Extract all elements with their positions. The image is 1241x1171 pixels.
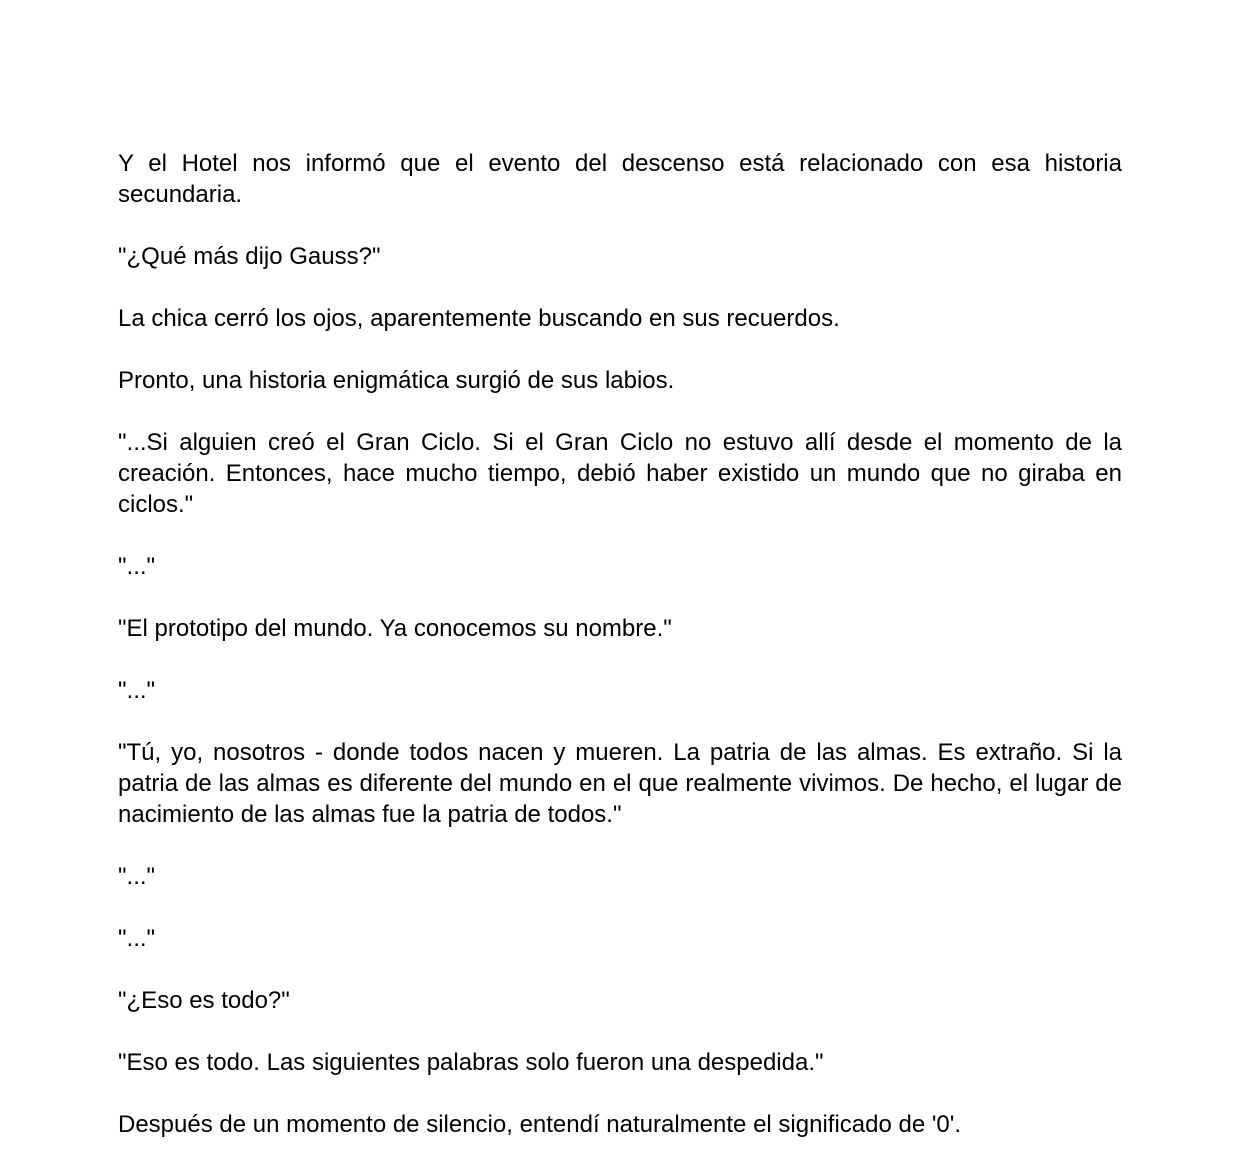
paragraph-2: "¿Qué más dijo Gauss?": [118, 243, 381, 270]
paragraph-7: "El prototipo del mundo. Ya conocemos su nombre.": [118, 615, 672, 642]
paragraph-4: Pronto, una historia enigmática surgió de sus labios.: [118, 367, 675, 394]
paragraph-12: "¿Eso es todo?": [118, 987, 290, 1014]
paragraph-8: "...": [118, 677, 156, 704]
document-page: [118, 148, 1122, 1171]
paragraph-6: "...": [118, 553, 156, 580]
paragraph-9: "Tú, yo, nosotros - donde todos nacen y mueren. La patria de las almas. Es extraño. Si la patria de las almas es diferente del mundo en el que realmente vivimos. De hecho, el lugar de nacimiento de las almas fue la patria de todos.": [118, 739, 1122, 828]
paragraph-14: Después de un momento de silencio, entendí naturalmente el significado de '0'.: [118, 1111, 962, 1138]
paragraph-5: "...Si alguien creó el Gran Ciclo. Si el Gran Ciclo no estuvo allí desde el momento de la creación. Entonces, hace mucho tiempo, debió haber existido un mundo que no giraba en ciclos.": [118, 429, 1122, 518]
paragraph-1: Y el Hotel nos informó que el evento del descenso está relacionado con esa historia secundaria.: [118, 150, 1122, 208]
paragraph-13: "Eso es todo. Las siguientes palabras solo fueron una despedida.": [118, 1049, 824, 1076]
paragraph-3: La chica cerró los ojos, aparentemente buscando en sus recuerdos.: [118, 305, 840, 332]
paragraph-10: "...": [118, 863, 156, 890]
paragraph-11: "...": [118, 925, 156, 952]
